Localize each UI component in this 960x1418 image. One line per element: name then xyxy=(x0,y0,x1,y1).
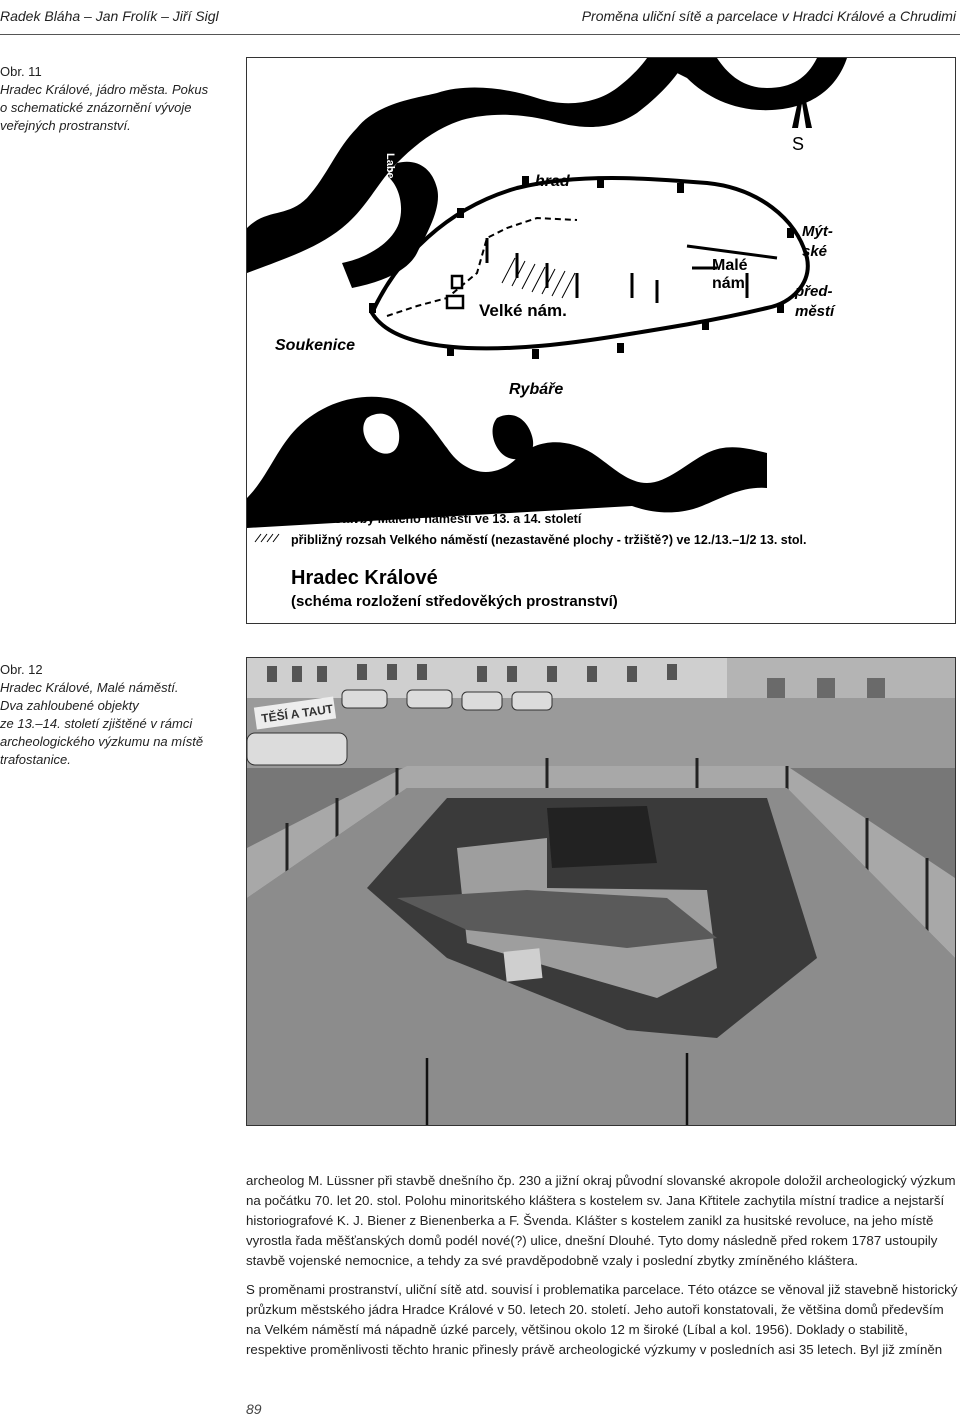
figure-12-caption-line: ze 13.–14. století zjištěné v rámci xyxy=(0,716,193,731)
label-hrad: hrad xyxy=(535,173,570,190)
label-predmesti-west: předměstí xyxy=(269,111,351,130)
paragraph-2-text: S proměnami prostranství, uliční sítě atd. souvisí i problematika parcelace. Této otázce se věnoval již stavebně historický průzkum městského jádra Hradce Králové v 50. letech 20. století. Jeho autoři konstatovali, že většina domů především na Velkém náměstí má nápadně úzké parcely, většinou okolo 12 m široké (Líbal a kol. 1956). Doklady o stabilitě, respektive proměnlivosti těchto hranic přinesly právě archeologické výzkumy v posledních asi 35 letech. Byl již zmíněn xyxy=(246,1282,958,1357)
label-velke-nam: Velké nám. xyxy=(479,301,567,320)
photo-inner-pit xyxy=(547,806,657,868)
figure-12-caption-line: Dva zahloubené objekty xyxy=(0,698,139,713)
river-east xyxy=(647,58,847,110)
label-nam: nám. xyxy=(712,275,750,292)
building-small xyxy=(452,276,462,288)
river-pool xyxy=(493,415,534,459)
label-mytske: Mýt- xyxy=(802,223,833,240)
paragraph-1-text: archeolog M. Lüssner při stavbě dnešního čp. 230 a jižní okraj původní slovanské akropole doložil archeologický výzkum na počátku 70. let 20. stol. Polohu minoritského kláštera s kostelem sv. Jana Křtitele zachytila místní tradice a nejstarší historiografové K. J. Biener z Bienenberka a F. Švenda. Klášter s kostelem zanikl za husitské revoluce, na jeho místě vyrostla řada měšťanských domů podél nové(?) ulice, dnešní Dlouhé. Tyto domy následně před rokem 1787 ustoupily stavbě vojenské nemocnice, a tehdy za své pravděpodobně vzaly i poslední zbytky zmíněného kláštera. xyxy=(246,1173,956,1268)
page-number: 89 xyxy=(246,1401,262,1417)
label-prazske: Pražské xyxy=(269,91,334,110)
label-labe: Labe xyxy=(384,153,396,179)
building-church xyxy=(447,296,463,308)
label-rybare: Rybáře xyxy=(509,381,564,398)
map-title: Hradec Králové xyxy=(291,567,438,589)
legend-item-3: přibližný rozsah Velkého náměstí (nezastavěné plochy - tržiště?) ve 12./13.–1/2 13. stol. xyxy=(291,533,807,547)
legend-item-2: linie zástavby Malého náměstí ve 13. a 14. století xyxy=(293,512,582,526)
label-mesti-east: městí xyxy=(795,303,835,320)
running-header-title: Proměna uliční sítě a parcelace v Hradci Králové a Chrudimi xyxy=(581,8,956,24)
figure-12-number: Obr. 12 xyxy=(0,662,43,677)
figure-12-caption-line: Hradec Králové, Malé náměstí. xyxy=(0,680,179,695)
legend-item-1: pravděpodobný rozsah Velkého náměstí v druhé polovině 13. století xyxy=(291,489,695,503)
header-rule xyxy=(0,34,960,35)
photo-box xyxy=(504,948,543,982)
figure-11-caption xyxy=(0,63,215,135)
map-subtitle: (schéma rozložení středověkých prostranství) xyxy=(291,593,618,610)
excavation-photo xyxy=(246,657,956,1126)
label-north: S xyxy=(792,134,805,154)
town-core-map xyxy=(246,57,956,624)
body-paragraph-1 xyxy=(246,1171,958,1271)
running-header-authors: Radek Bláha – Jan Frolík – Jiří Sigl xyxy=(0,8,219,24)
map-svg xyxy=(247,58,955,623)
figure-11-caption-line: o schematické znázornění vývoje xyxy=(0,100,192,115)
figure-12-caption-line: trafostanice. xyxy=(0,752,71,767)
figure-11-caption-line: Hradec Králové, jádro města. Pokus xyxy=(0,82,209,97)
figure-12-caption xyxy=(0,661,215,769)
label-male: Malé xyxy=(712,257,748,274)
label-ske: ské xyxy=(802,243,828,260)
figure-12-caption-line: archeologického výzkumu na místě xyxy=(0,734,204,749)
photo-banner-text: TĚŠÍ A TAUT xyxy=(260,701,334,726)
legend-hatch-symbol xyxy=(255,534,279,542)
body-paragraph-2 xyxy=(246,1280,958,1360)
label-soukenice: Soukenice xyxy=(275,337,356,354)
label-pred: před- xyxy=(795,283,833,300)
figure-11-number: Obr. 11 xyxy=(0,64,42,79)
square-hatched-area xyxy=(502,258,575,298)
figure-11-caption-line: veřejných prostranství. xyxy=(0,118,131,133)
